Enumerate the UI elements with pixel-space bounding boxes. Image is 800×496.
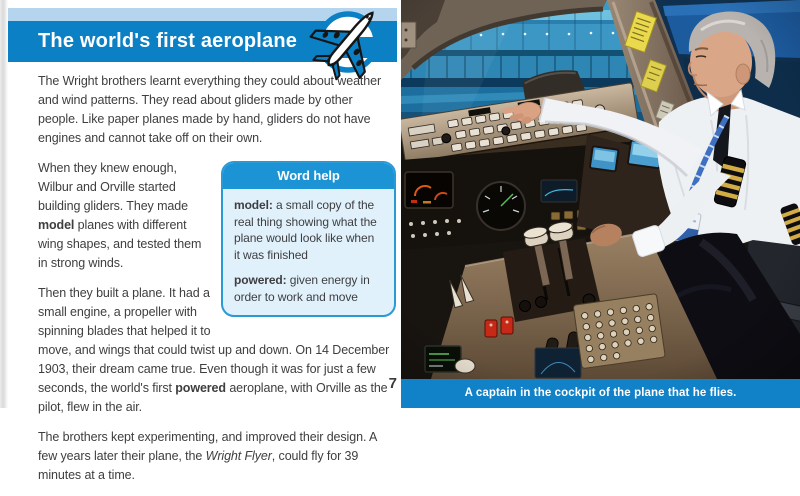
word-help-title: Word help <box>223 163 394 189</box>
book-edge <box>0 0 8 408</box>
right-page <box>401 0 800 408</box>
paragraph: The brothers kept experimenting, and improved their design. A few years later their plane, the Wright Flyer, could fly for 39 minutes at a time. <box>38 430 377 482</box>
word-help-entry: powered: given energy in order to work and move <box>234 273 370 304</box>
word-help-entries <box>223 189 394 315</box>
paragraph: The Wright brothers learnt everything they could about weather and wind patterns. They read about gliders made by other people. Like paper planes made by hand, gliders do not have engines and cannot take off on their own. <box>38 74 382 145</box>
paragraph: When they knew enough, Wilbur and Orville started building gliders. They made model planes with different wing shapes, and tested them in strong winds. <box>38 161 202 270</box>
photo-caption: A captain in the cockpit of the plane that he flies. <box>464 387 737 399</box>
photo-caption-bar <box>401 379 800 408</box>
page-title: The world's first aeroplane <box>38 30 298 52</box>
paragraph: Then they built a plane. It had a small engine, a propeller with spinning blades that helped it to move, and wings that could twist up and down. On 14 December 1903, their dream came true. Even though it was for just a few seconds, the world's first powered aeroplane, with Orville as the pilot, flew in the air. <box>38 286 390 414</box>
body-text <box>38 72 396 496</box>
left-page <box>0 0 401 482</box>
word-help-box <box>221 161 396 317</box>
word-help-entry: model: a small copy of the real thing showing what the plane would look like when it was finished <box>234 198 377 262</box>
page-number: 7 <box>388 375 397 392</box>
cockpit-photo <box>401 0 800 379</box>
